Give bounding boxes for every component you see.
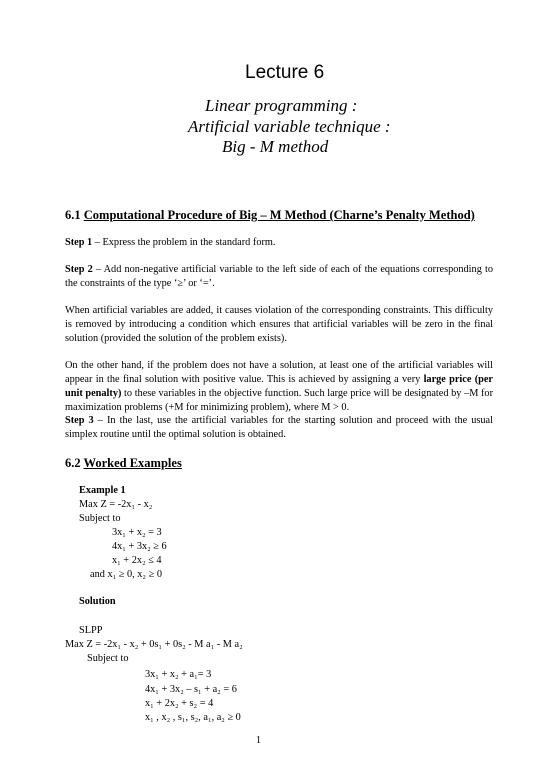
step-text: – Express the problem in the standard form. <box>92 237 276 248</box>
solution-label: Solution <box>79 596 116 607</box>
step-label: Step 2 <box>65 264 93 275</box>
step-text: – In the last, use the artificial variables for the starting solution and proceed with the usual simplex routine until the optimal solution is obtained. <box>65 415 493 440</box>
slpp-constraint-line: 4x₁ + 3x₂ – s₁ + a₂ = 6 <box>145 684 237 695</box>
slpp-objective: Max Z = -2x₁ - x₂ + 0s₁ + 0s₂ - M a₁ - M a₂ <box>65 639 243 650</box>
page-number: 1 <box>256 735 261 746</box>
emphasis-text: large price (per unit penalty) <box>65 374 493 399</box>
lecture-subtitle-2: Artificial variable technique : <box>188 117 391 136</box>
constraint-line: 3x₁ + x₂ = 3 <box>112 527 162 538</box>
slpp-label: SLPP <box>79 625 103 636</box>
section-number: 6.1 <box>65 208 81 222</box>
step-3-paragraph <box>65 414 493 442</box>
example-label: Example 1 <box>79 485 126 496</box>
subject-to-label: Subject to <box>79 513 121 524</box>
step-2-paragraph <box>65 263 493 291</box>
section-number: 6.2 <box>65 456 81 470</box>
slpp-constraint-line: 3x₁ + x₂ + a₁= 3 <box>145 669 212 680</box>
constraint-line: x₁ + 2x₂ ≤ 4 <box>112 555 162 566</box>
step-label: Step 1 <box>65 237 93 248</box>
nonnegativity-line: and x₁ ≥ 0, x₂ ≥ 0 <box>90 569 162 580</box>
section-title: Computational Procedure of Big – M Method (Charne’s Penalty Method) <box>83 208 475 222</box>
slpp-nonnegativity-line: x₁ , x₂ , s₁, s₂, a₁, a₂ ≥ 0 <box>145 712 241 723</box>
slpp-subject-to: Subject to <box>87 653 129 664</box>
section-title: Worked Examples <box>83 456 182 470</box>
lecture-subtitle-1: Linear programming : <box>205 96 358 115</box>
lecture-title: Lecture 6 <box>245 62 325 83</box>
step-text: – Add non-negative artificial variable to the left side of each of the equations corresponding to the constraints of the type ‘≥’ or ‘=’. <box>65 264 493 289</box>
paragraph-text: to these variables in the objective function. Such large price will be designated by –M for maximization problems (+M for minimizing problem), where M > 0. <box>65 388 493 413</box>
slpp-constraint-line: x₁ + 2x₂ + s₂ = 4 <box>145 698 214 709</box>
section-6-1-heading <box>65 208 475 223</box>
constraint-line: 4x₁ + 3x₂ ≥ 6 <box>112 541 167 552</box>
no-solution-paragraph <box>65 359 493 415</box>
paragraph-text: On the other hand, if the problem does not have a solution, at least one of the artificial variables will appear in the final solution with positive value. This is achieved by assigning a very <box>65 360 493 385</box>
step-label: Step 3 <box>65 415 94 426</box>
section-6-2-heading <box>65 456 182 471</box>
violation-paragraph: When artificial variables are added, it causes violation of the corresponding constraints. This difficulty is removed by introducing a condition which ensures that artificial variables will be zero in the final solution (provided the solution of the problem exists). <box>65 305 493 344</box>
objective-function: Max Z = -2x₁ - x₂ <box>79 499 153 510</box>
lecture-subtitle-3: Big - M method <box>222 137 329 156</box>
step-1-paragraph <box>65 236 493 250</box>
